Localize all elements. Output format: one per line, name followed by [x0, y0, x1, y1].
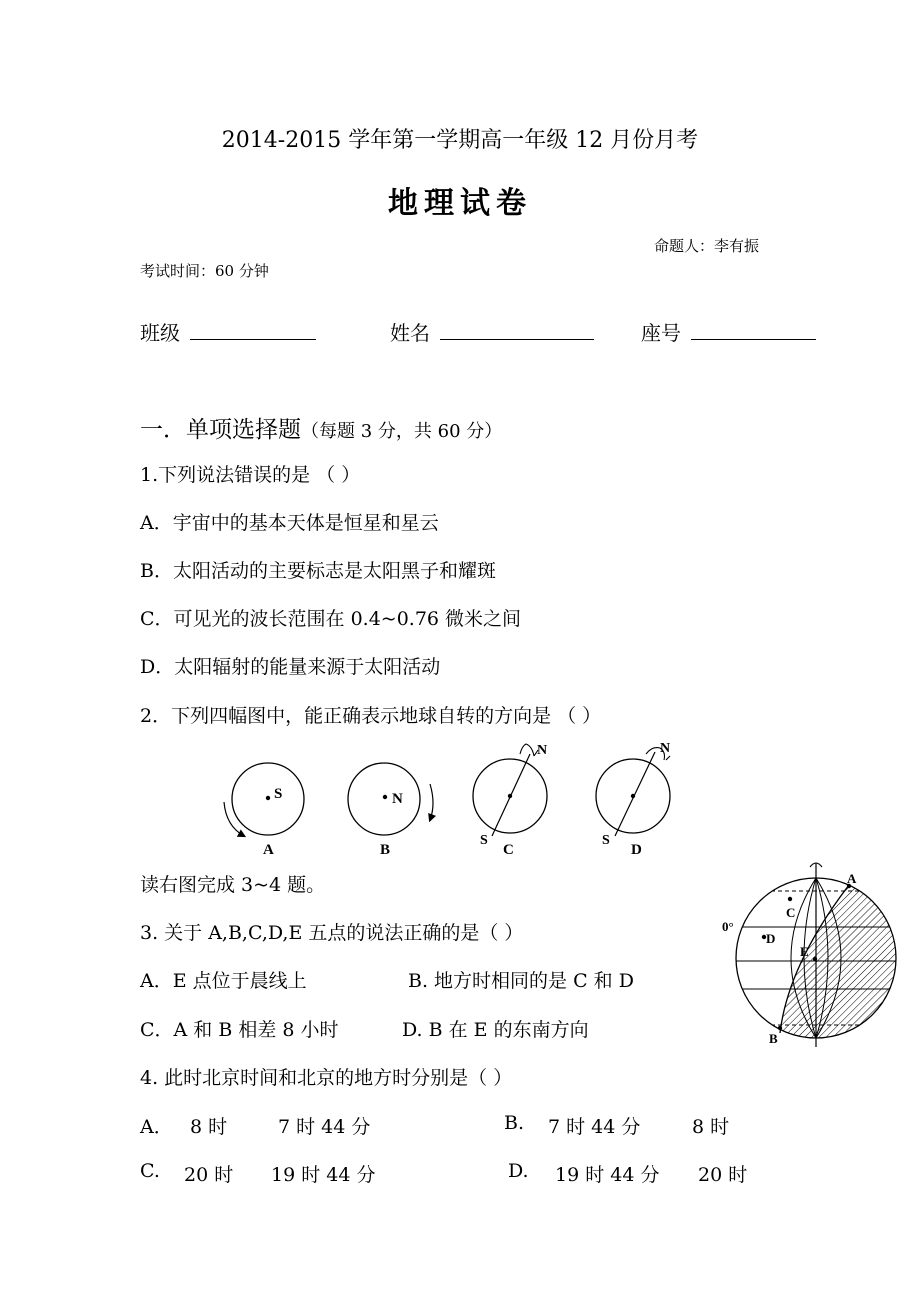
- duration-line: 考试时间：60 分钟: [140, 262, 269, 280]
- figure-b-caption: B: [380, 842, 391, 858]
- q4-option-c-value1: 20 时: [184, 1164, 234, 1186]
- q4-option-c-label: C.: [140, 1160, 160, 1182]
- class-field: [140, 317, 316, 346]
- q4-option-d-value2: 20 时: [698, 1164, 748, 1186]
- q3-option-c: C．A 和 B 相差 8 小时: [140, 1019, 339, 1041]
- earth-rotation-figures: [200, 736, 700, 864]
- section-title: 一．单项选择题: [140, 417, 301, 443]
- q4-option-a-value2: 7 时 44 分: [278, 1116, 371, 1138]
- figure-b-pole-dot: [383, 795, 387, 799]
- section-note: （每题 3 分，共 60 分）: [301, 421, 503, 442]
- q4-option-b-value2: 8 时: [692, 1116, 730, 1138]
- name-field: [390, 317, 594, 346]
- q4-option-a-label: A．: [140, 1116, 173, 1138]
- seat-blank[interactable]: [691, 319, 816, 340]
- q4-option-d-label: D.: [508, 1160, 529, 1182]
- name-label: 姓名: [390, 321, 430, 345]
- figure-a-pole-label: S: [274, 786, 283, 802]
- label-meridian-0: 0°: [722, 919, 734, 934]
- q4-option-c-value2: 19 时 44 分: [271, 1164, 376, 1186]
- figure-a-arrow: [224, 802, 244, 836]
- class-blank[interactable]: [190, 319, 316, 340]
- figure-c-caption: C: [503, 842, 514, 858]
- name-blank[interactable]: [440, 319, 594, 340]
- q2-stem: 2．下列四幅图中，能正确表示地球自转的方向是 （ ）: [140, 705, 602, 727]
- q4-option-d-value1: 19 时 44 分: [555, 1164, 660, 1186]
- figure-b-pole-label: N: [392, 791, 403, 807]
- label-e: E: [800, 944, 809, 959]
- figure-b: [348, 763, 433, 858]
- q3-option-d: D. B 在 E 的东南方向: [402, 1019, 589, 1041]
- figure-d-north: N: [660, 741, 671, 756]
- q3-stem: 3. 关于 A,B,C,D,E 五点的说法正确的是（ ）: [140, 922, 524, 944]
- figure-c-center: [508, 794, 512, 798]
- author-line: 命题人：李有振: [654, 237, 760, 255]
- section-heading: [140, 411, 502, 444]
- figure-c-south: S: [480, 833, 488, 848]
- figure-d-center: [631, 794, 635, 798]
- q1-option-d: D．太阳辐射的能量来源于太阳活动: [140, 656, 441, 678]
- q4-option-a-value1: 8 时: [190, 1116, 228, 1138]
- label-b: B: [769, 1031, 778, 1046]
- point-c: [788, 897, 792, 901]
- seat-field: [641, 317, 816, 346]
- q1-option-c: C．可见光的波长范围在 0.4~0.76 微米之间: [140, 608, 522, 630]
- figure-b-arrow: [430, 784, 433, 820]
- label-d: D: [766, 931, 776, 946]
- subject-title: 地理试卷: [388, 186, 532, 221]
- seat-label: 座号: [641, 321, 681, 345]
- q1-stem: 1.下列说法错误的是 （ ）: [140, 464, 361, 486]
- point-b: [778, 1026, 782, 1030]
- q4-option-b-value1: 7 时 44 分: [548, 1116, 641, 1138]
- figure-d-south: S: [602, 833, 610, 848]
- point-e: [813, 957, 817, 961]
- q4-stem: 4. 此时北京时间和北京的地方时分别是（ ）: [140, 1067, 513, 1089]
- q1-option-b: B．太阳活动的主要标志是太阳黑子和耀斑: [140, 560, 496, 582]
- label-a: A: [847, 871, 857, 886]
- q1-option-a: A．宇宙中的基本天体是恒星和星云: [140, 512, 439, 534]
- figure-d-axis: [615, 752, 655, 836]
- figure-a-pole-dot: [266, 796, 270, 800]
- figure-a-caption: A: [263, 842, 274, 858]
- label-c: C: [786, 905, 796, 920]
- figure-d: [596, 741, 670, 858]
- figure-d-caption: D: [631, 842, 642, 858]
- class-label: 班级: [140, 321, 180, 345]
- figure-c-arrow: [520, 744, 538, 756]
- q3-option-a: A．E 点位于晨线上: [140, 970, 307, 992]
- intro-3-4: 读右图完成 3~4 题。: [140, 874, 326, 896]
- figure-c: [473, 743, 547, 858]
- exam-title: 2014-2015 学年第一学期高一年级 12 月份月考: [221, 128, 699, 153]
- figure-b-circle: [348, 763, 420, 835]
- figure-c-north: N: [537, 743, 548, 758]
- q4-option-b-label: B.: [504, 1112, 525, 1134]
- globe-figure: [718, 855, 910, 1050]
- figure-a: [224, 763, 304, 858]
- q3-option-b: B. 地方时相同的是 C 和 D: [408, 970, 634, 992]
